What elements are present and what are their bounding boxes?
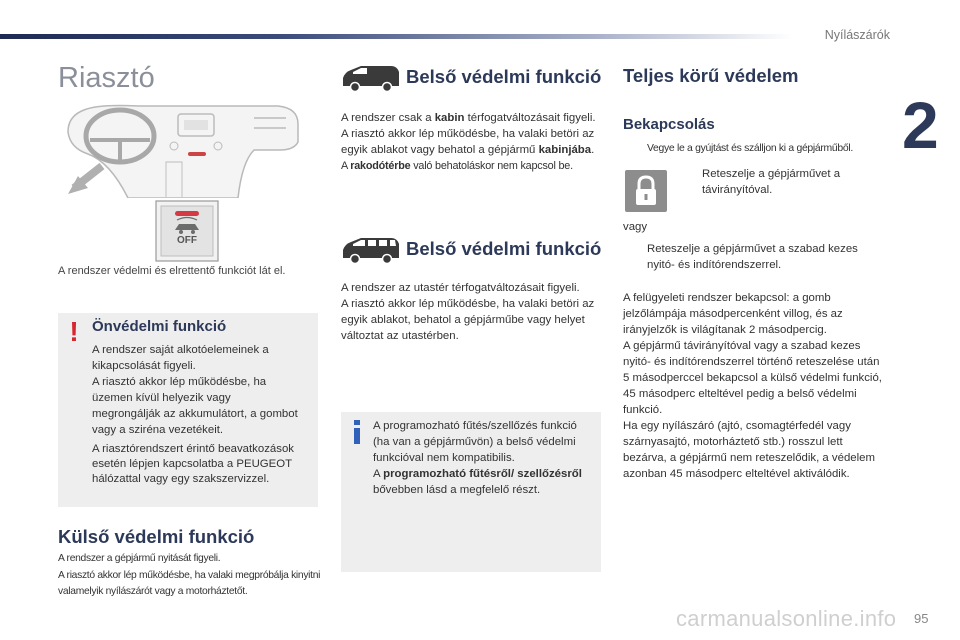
activation-description: A felügyeleti rendszer bekapcsol: a gomb jelzőlámpája másodpercenként villog, és az irányjelzők is világítanak 2 másodpercig. A gépjármű távirányítóval vagy a szabad kezes nyitó- és indítórendszerrel történő reteszelése után 5 másodperccel bekapcsol a külső védelmi funkció, 45 másodperc elteltével pedig a belső védelmi funkció. Ha egy nyílászáró (ajtó, csomagtérfedél vagy szárnyasajtó, motorháztető stb.) rosszul lett bezárva, a gépjármű nem reteszelődik, a védelem azonban 45 másodperc elteltével aktiválódik. (623, 292, 882, 480)
activation-subheading: Bekapcsolás (623, 116, 715, 133)
step-2-text: Reteszelje a gépjárművet a távirányítóval. (702, 168, 841, 196)
van-passenger-icon (341, 236, 401, 264)
cabin-line-2: A riasztó akkor lép működésbe, ha valaki betöri az egyik ablakot vagy behatol a gépjármű kabinjába. (341, 128, 595, 156)
header-bar (0, 34, 792, 39)
button-frame-icon (155, 200, 219, 262)
warning-icon: ! (69, 316, 79, 347)
full-protection-heading: Teljes körű védelem (623, 65, 799, 86)
watermark: carmanualsonline.info (676, 606, 897, 631)
self-protection-text-3: A riasztórendszert érintő beavatkozások esetén lépjen kapcsolatba a PEUGEOT hálózattal vagy egy szakszervizzel. (92, 443, 294, 485)
cabin-line-1: A rendszer csak a kabin térfogatváltozásait figyeli. (341, 112, 596, 124)
info-line-2: A programozható fűtésről/ szellőzésről bővebben lásd a megfelelő részt. (373, 468, 582, 496)
page-number: 95 (914, 611, 929, 626)
dashboard-illustration (58, 102, 302, 198)
passenger-line-1: A rendszer az utastér térfogatváltozásait figyeli. (341, 282, 580, 294)
illustration-caption: A rendszer védelmi és elrettentő funkciót lát el. (58, 265, 286, 277)
outer-protection-heading: Külső védelmi funkció (58, 526, 255, 547)
self-protection-text-1: A rendszer saját alkotóelemeinek a kikapcsolását figyeli. (92, 344, 269, 372)
van-cabin-icon (341, 64, 401, 92)
info-text (373, 418, 595, 498)
outer-protection-text (58, 551, 330, 601)
self-protection-heading: Önvédelmi funkció (92, 318, 227, 335)
cabin-protection-text (341, 110, 603, 174)
cabin-line-3: A rakodótérbe való behatoláskor nem kapcsol be. (341, 160, 573, 172)
chapter-number: 2 (902, 88, 939, 162)
step-3-text: Reteszelje a gépjárművet a szabad kezes nyitó- és indítórendszerrel. (647, 243, 858, 271)
passenger-protection-heading: Belső védelmi funkció (406, 238, 602, 259)
padlock-icon (625, 170, 667, 212)
or-text: vagy (623, 221, 648, 233)
passenger-protection-text (341, 280, 603, 344)
self-protection-text-2: A riasztó akkor lép működésbe, ha üzemen kívül helyezik vagy megrongálják az akkumulátort, a gombot vagy a sziréna vezetékeit. (92, 376, 298, 436)
outer-protection-line-2: A riasztó akkor lép működésbe, ha valaki megpróbálja kinyitni valamelyik nyílászárót vagy a motorháztetőt. (58, 569, 321, 597)
info-line-1: A programozható fűtés/szellőzés funkció (ha van a gépjárművön) a belső védelmi funkcióval nem kompatibilis. (373, 420, 577, 464)
off-label: OFF (177, 235, 197, 246)
alarm-off-button-illustration (155, 200, 219, 262)
outer-protection-line-1: A rendszer a gépjármű nyitását figyeli. (58, 553, 221, 564)
passenger-line-2: A riasztó akkor lép működésbe, ha valaki betöri az egyik ablakot, behatol a gépjárműbe vagy helyet változtat az utastérben. (341, 298, 595, 342)
section-title: Nyílászárók (824, 28, 890, 42)
page-title: Riasztó (58, 62, 155, 94)
cabin-protection-heading: Belső védelmi funkció (406, 66, 602, 87)
step-1-text: Vegye le a gyújtást és szálljon ki a gépjárműből. (647, 143, 853, 154)
lock-button-illustration (625, 170, 667, 212)
info-icon (351, 420, 363, 444)
